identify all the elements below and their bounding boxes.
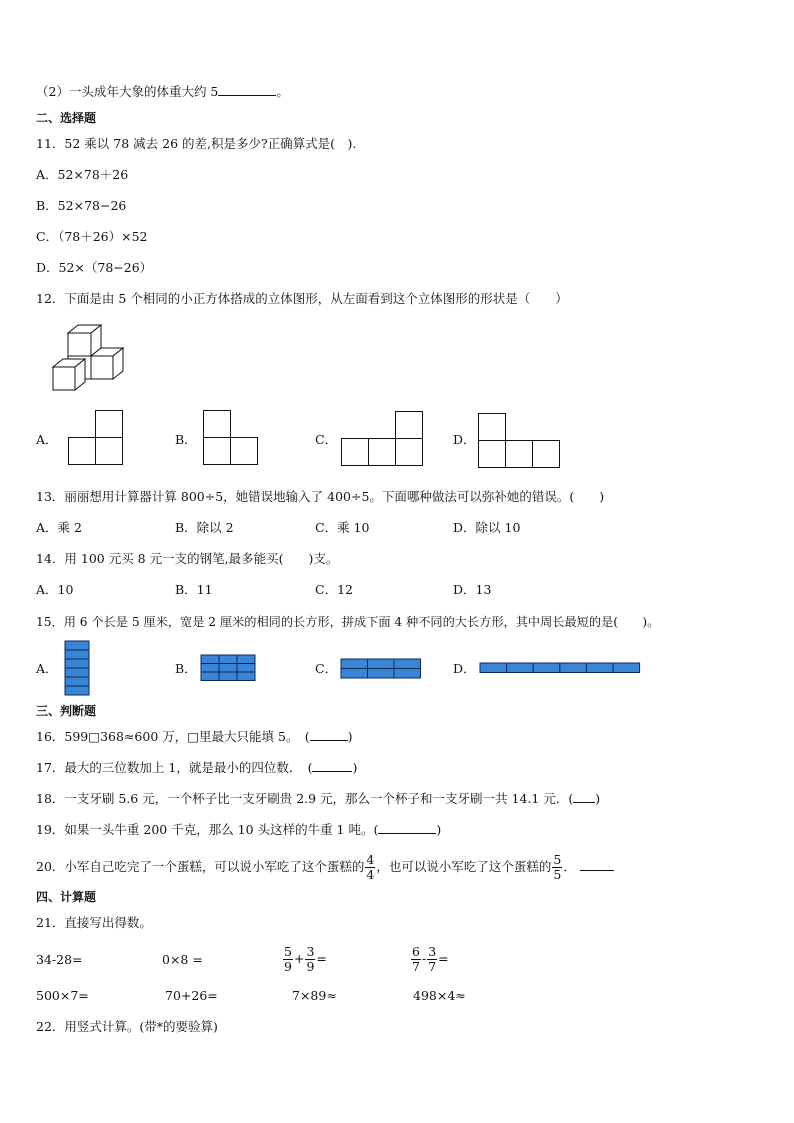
calc-item: 500×7= [36, 988, 89, 1003]
q12-option-c: C． [315, 432, 338, 447]
q14-option-b: B．11 [175, 582, 213, 597]
q13-option-d: D．除以 10 [453, 520, 521, 535]
rectangle-figure-a [64, 640, 90, 696]
q17-stem: 17．最大的三位数加上 1，就是最小的四位数． ( [36, 760, 313, 775]
q15-stem: 15．用 6 个长是 5 厘米，宽是 2 厘米的相同的长方形，拼成下面 4 种不同的大长方形，其中周长最短的是( )。 [36, 615, 660, 629]
view-shape-d [477, 412, 561, 470]
calc-item-fraction-subtract [410, 940, 449, 978]
q11-option-a: A．52×78＋26 [36, 167, 129, 182]
q19-stem: 19．如果一头牛重 200 千克，那么 10 头这样的牛重 1 吨。( [36, 822, 379, 837]
fraction-numerator: 5 [284, 944, 292, 959]
q22-stem: 22．用竖式计算。(带*的要验算) [36, 1019, 218, 1034]
fraction-5-5 [552, 853, 562, 882]
q11-option-d: D．52×（78−26） [36, 260, 153, 275]
fraction-numerator: 4 [366, 852, 375, 867]
fraction [427, 945, 437, 974]
q10-sub2-text: （2）一头成年大象的体重大约 5 [36, 84, 219, 99]
fraction-denominator: 9 [306, 959, 315, 974]
q13-option-c: C．乘 10 [315, 520, 370, 535]
fraction-denominator: 7 [412, 959, 420, 974]
cube-stack-figure [48, 320, 128, 396]
q17 [36, 760, 357, 776]
calc-item: 0×8 = [162, 952, 203, 967]
answer-blank[interactable] [312, 771, 352, 772]
q14-option-a: A．10 [36, 582, 74, 597]
fraction-denominator: 9 [284, 959, 292, 974]
q11-stem: 11．52 乘以 78 减去 26 的差,积是多少?正确算式是( ). [36, 136, 357, 151]
q15-option-b: B． [175, 661, 197, 676]
fraction-4-4 [365, 853, 375, 882]
q15-option-a: A． [36, 661, 58, 676]
rectangle-figure-b [200, 654, 256, 682]
q20-end: ． [563, 859, 576, 874]
q20 [36, 848, 614, 886]
q10-end: 。 [276, 84, 289, 99]
calc-item-fraction-add [282, 940, 327, 978]
q12-option-b: B． [175, 432, 197, 447]
calc-item: 70+26= [165, 988, 218, 1003]
fraction-denominator: 7 [428, 959, 437, 974]
calc-item: 498×4≈ [413, 988, 466, 1003]
q14-stem: 14．用 100 元买 8 元一支的钢笔,最多能买( )支。 [36, 551, 339, 566]
fraction [283, 945, 293, 974]
q16 [36, 729, 353, 745]
plus-sign: + [293, 951, 305, 966]
q12-option-d: D． [453, 432, 476, 447]
q16-stem: 16．599□368≈600 万，□里最大只能填 5。 ( [36, 729, 310, 744]
q14-option-c: C．12 [315, 582, 353, 597]
answer-blank[interactable] [573, 802, 595, 803]
q21-stem: 21．直接写出得数。 [36, 915, 152, 930]
fraction-denominator: 4 [366, 867, 375, 882]
fraction-numerator: 3 [306, 944, 315, 959]
section-heading-choice: 二、选择题 [36, 111, 97, 125]
q18-stem: 18．一支牙刷 5.6 元，一个杯子比一支牙刷贵 2.9 元，那么一个杯子和一支牙刷一共 14.1 元．( [36, 791, 574, 806]
view-shape-c [340, 410, 424, 468]
calc-item: 7×89≈ [292, 988, 337, 1003]
q11-option-c: C．（78＋26）×52 [36, 229, 148, 244]
q20-part1: 20．小军自己吃完了一个蛋糕，可以说小军吃了这个蛋糕的 [36, 859, 365, 874]
q17-end: ) [352, 760, 358, 775]
q12-stem: 12．下面是由 5 个相同的小正方体搭成的立体图形，从左面看到这个立体图形的形状是（ ） [36, 291, 568, 306]
fraction-numerator: 5 [553, 852, 562, 867]
q10-sub2 [36, 84, 289, 100]
minus-sign: - [421, 951, 427, 966]
q11-option-b: B．52×78−26 [36, 198, 127, 213]
q18-end: ) [595, 791, 601, 806]
q18 [36, 791, 600, 807]
q15-option-d: D． [453, 661, 476, 676]
equals-sign: = [316, 951, 327, 966]
fraction [411, 945, 421, 974]
fraction-numerator: 3 [428, 944, 437, 959]
q20-part2: ，也可以说小军吃了这个蛋糕的 [376, 859, 552, 874]
view-shape-a [68, 408, 124, 466]
q13-option-a: A．乘 2 [36, 520, 82, 535]
section-heading-judge: 三、判断题 [36, 704, 97, 718]
equals-sign: = [438, 951, 449, 966]
q14-option-d: D．13 [453, 582, 492, 597]
answer-blank[interactable] [580, 870, 614, 871]
q19-end: ) [436, 822, 442, 837]
calc-item: 34-28= [36, 952, 83, 967]
answer-blank[interactable] [378, 833, 436, 834]
rectangle-figure-d [479, 662, 641, 674]
section-heading-calc: 四、计算题 [36, 890, 97, 904]
q16-end: ) [347, 729, 353, 744]
q19 [36, 822, 441, 838]
q15-option-c: C． [315, 661, 338, 676]
q12-option-a: A． [36, 432, 58, 447]
answer-blank[interactable] [310, 740, 348, 741]
q13-stem: 13．丽丽想用计算器计算 800÷5，她错误地输入了 400÷5。下面哪种做法可以弥补她的错误。( ) [36, 489, 605, 504]
rectangle-figure-c [340, 658, 422, 680]
view-shape-b [203, 408, 259, 466]
fraction-denominator: 5 [553, 867, 562, 882]
q13-option-b: B．除以 2 [175, 520, 234, 535]
fraction-numerator: 6 [412, 944, 420, 959]
answer-blank[interactable] [218, 95, 276, 96]
fraction [305, 945, 315, 974]
